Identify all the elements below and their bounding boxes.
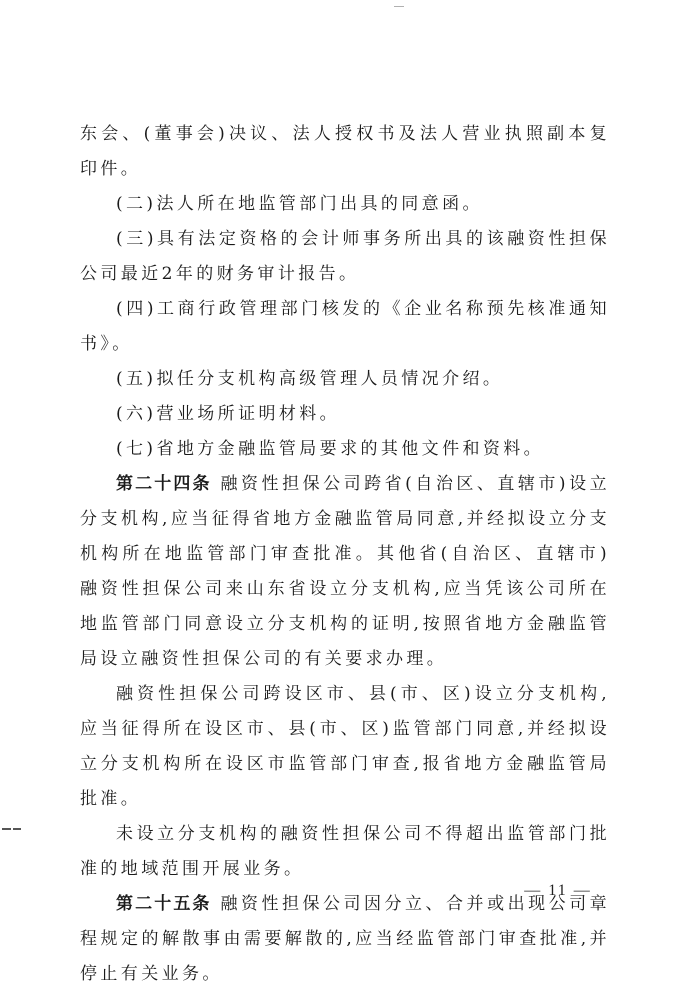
- paragraph: 未设立分支机构的融资性担保公司不得超出监管部门批准的地域范围开展业务。: [80, 824, 610, 879]
- paragraph: (四)工商行政管理部门核发的《企业名称预先核准通知书》。: [80, 299, 610, 354]
- scan-mark-left: [0, 826, 26, 832]
- article-25: 第二十五条 融资性担保公司因分立、合并或出现公司章程规定的解散事由需要解散的,应当经监管部门审查批准,并停止有关业务。: [80, 894, 611, 984]
- paragraph: (六)营业场所证明材料。: [116, 404, 341, 424]
- paragraph: (五)拟任分支机构高级管理人员情况介绍。: [116, 369, 504, 389]
- paragraph: 融资性担保公司跨设区市、县(市、区)设立分支机构,应当征得所在设区市、县(市、区)监管部门同意,并经拟设立分支机构所在设区市监管部门审查,报省地方金融监管局批准。: [80, 684, 610, 809]
- article-24: 第二十四条 融资性担保公司跨省(自治区、直辖市)设立分支机构,应当征得省地方金融监管局同意,并经拟设立分支机构所在地监管部门审查批准。其他省(自治区、直辖市)融资性担保公司来山东省设立分支机构,应当凭该公司所在地监管部门同意设立分支机构的证明,按照省地方金融监管局设立融资性担保公司的有关要求办理。: [80, 474, 610, 669]
- article-number: 第二十五条: [116, 894, 212, 914]
- body-text: [80, 117, 610, 992]
- paragraph: (二)法人所在地监管部门出具的同意函。: [116, 194, 483, 214]
- page-number: — 11 —: [524, 882, 592, 899]
- article-number: 第二十四条: [116, 474, 212, 494]
- paragraph: 东会、(董事会)决议、法人授权书及法人营业执照副本复印件。: [80, 124, 610, 179]
- paragraph: (七)省地方金融监管局要求的其他文件和资料。: [116, 439, 545, 459]
- scan-mark-top: [394, 6, 404, 7]
- paragraph: (三)具有法定资格的会计师事务所出具的该融资性担保公司最近2年的财务审计报告。: [80, 229, 610, 284]
